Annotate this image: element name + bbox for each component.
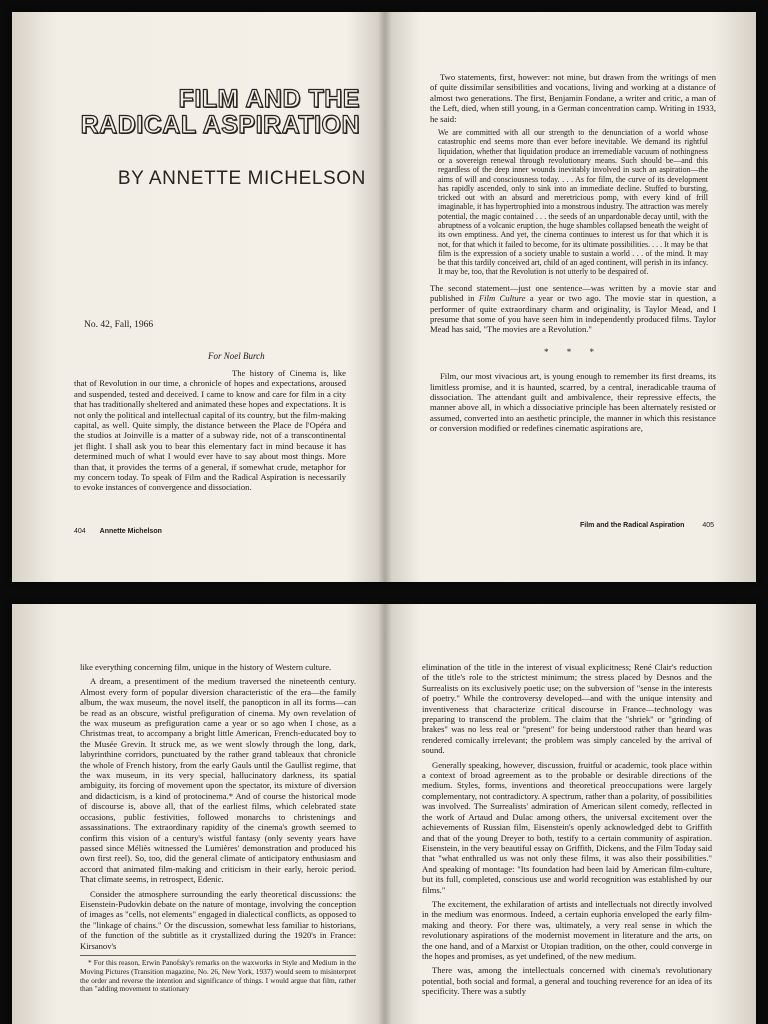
- page-404: [12, 12, 384, 582]
- footnote: [80, 955, 356, 994]
- running-head: Film and the Radical Aspiration: [580, 522, 685, 529]
- section-break: * * *: [544, 346, 602, 357]
- page-407: [384, 604, 756, 1024]
- paragraph: [430, 283, 716, 335]
- issue-info: No. 42, Fall, 1966: [84, 320, 154, 330]
- paragraph: Consider the atmosphere surrounding the early theoretical discussions: the Eisenstein-Pudovkin debate on the nature of montage, involving the conception of images as "cells, not elements" engaged in dialectical conflicts, as opposed to the "linkage of chains." Or the discussion, somewhat less familiar to historians, of the function of the subtitle as it crystallized during the 1920's in France: Kirsanov's: [80, 888, 356, 951]
- page-number: 405: [702, 522, 715, 529]
- body-column: [80, 662, 356, 994]
- paragraph: A dream, a presentiment of the medium traversed the nineteenth century. Almost every form of popular diversion characteristic of the era—the family album, the wax museum, the novel itself, the panopticon in all its forms—can be read as an obscure, wistful prefiguration of cinema. My own revelation of the wax museum as prefiguration came a year or so ago when I chose, as a Christmas treat, to accompany a bright little American, French-educated boy to the Musée Grevin. It struck me, as we went slowly through the long, dark, labyrinthine corridors, punctuated by the rather grand tableaux that chronicle the whole of French history, from the early Gauls until the Gaullist regime, that the wax museum, in its very special, hallucinatory darkness, its spatial ambiguity, its forcing of movement upon the spectator, its mixture of diversion and didacticism, is a kind of protocinema.* And of course the historical mode of discourse is, above all, that of the earliest films, which celebrated state occasions, public festivities, followed monarchs to christenings and assassinations. The extraordinary rapidity of the cinema's growth seemed to confirm this vision of a century's wistful fantasy (only seventy years have passed since Méliès witnessed the Lumières' demonstration and produced his own first reel). So, too, did the general climate of anticipatory enthusiasm and accord that animated film-making and criticism in their early, heroic period. That climate seems, in retrospect, Edenic.: [80, 676, 356, 885]
- page-406: [12, 604, 384, 1024]
- block-quote: We are committed with all our strength to the denunciation of a world whose catastrophic end seems more than ever before inevitable. We demand its rightful liquidation, whether that liquidation produce an irremediable vacuum of nothingness or a sovereign renewal through revolutionary means. Such should be—and this regardless of the deep inner wounds inevitably involved in such an aspiration—the aims of will and consciousness today. . . . As for film, the curve of its development has rapidly ascended, only to sink into an immediate decline. Stuffed to bursting, tricked out with an absurd and meretricious pomp, with every kind of frill imaginable, it has hypertrophied into a monstrous industry. The attraction was merely potential, the magic contained . . . the seeds of an unpardonable decay until, with the abruptness of a volcanic eruption, the huge shambles collapsed beneath the weight of its own emptiness. And yet, the cinema continues to interest us for that which it is not, for that which it failed to become, for its ultimate possibilities. . . . It may be that film is the expression of a society unable to sustain a world . . . of the mind. It may be that this tardily conceived art, child of an aged continent, will perish in its infancy. It may be, too, that the Revolution is not utterly to be despaired of.: [438, 128, 708, 277]
- page-number: 404: [74, 528, 86, 535]
- book-spread-bottom: [12, 604, 756, 1024]
- page-footer: [74, 528, 162, 535]
- body-column: [430, 72, 716, 438]
- italic-title: Film Culture: [478, 293, 526, 304]
- paragraph: Film, our most vivacious art, is young enough to remember its first dreams, its limitless promise, and it is haunted, scarred, by a central, ineradicable trauma of dissociation. The attendant guilt and ambivalence, their repressive effects, the manner above all, in which a dissociative principle has been alternately resisted or assumed, converted into an aesthetic principle, the manner in which this resistance or conversion modified or redefines cinematic aspirations are,: [430, 371, 716, 434]
- paragraph: elimination of the title in the interest of visual explicitness; René Clair's reduction of the title's role to the strictest minimum; the stress placed by Desnos and the Surrealists on its exclusively poetic use; on the subversion of "sense in the interests of poetry." While the controversy developed—and with the unique intensity and inventiveness that characterize critical discourse in France—technology was preparing to transcend the problem. The claim that the "shriek" or "grinding of brakes" was no less real or "present" for being understood rather than heard was rendered comically irrelevant; the problem was simply canceled by the arrival of sound.: [422, 662, 712, 756]
- dedication: For Noel Burch: [208, 351, 265, 361]
- author-byline: BY ANNETTE MICHELSON: [117, 168, 366, 189]
- page-405: [384, 12, 756, 582]
- text-run: a year or two ago. The movie star in question, a performer of quite extraordinary charm and originality, is Taylor Mead, and I presume that some of you have seen him in independently produced films. Taylor Mead has said, "The movies are a Revolution.": [430, 293, 717, 335]
- paragraph: There was, among the intellectuals concerned with cinema's revolutionary potential, both social and formal, a general and touching reverence for an idea of its specificity. There was a subtly: [422, 965, 712, 997]
- text-run: The second statement—just one sentence—was written by a movie star and published in: [430, 282, 716, 304]
- book-spread-top: [12, 12, 756, 582]
- paragraph: like everything concerning film, unique in the history of Western culture.: [80, 662, 332, 672]
- paragraph: Two statements, first, however: not mine, but drawn from the writings of men of quite dissimilar sensibilities and vocations, living and working at a distance of almost two generations. The first, Benjamin Fondane, a writer and critic, a man of the Left, died, when still young, in a German concentration camp. Writing in 1933, he said:: [430, 72, 716, 124]
- running-head: Annette Michelson: [99, 528, 162, 535]
- paragraph: The excitement, the exhilaration of artists and intellectuals not directly involved in the medium was enormous. Indeed, a certain euphoria enveloped the early film-making and theory. For there was, ultimately, a very real sense in which the revolutionary aspirations of the modernist movement in literature and the arts, on the one hand, and of a Marxist or Utopian tradition, on the other, could converge in the hopes and promises, as yet undefined, of the new medium.: [422, 898, 712, 961]
- article-title: [81, 86, 360, 138]
- body-column: [422, 662, 712, 1001]
- paragraph: Generally speaking, however, discussion, fruitful or academic, took place within a context of broad agreement as to the probable or desirable directions of the medium. Styles, forms, inventions and theoretical preoccupations were largely complementary, not contradictory. A spectrum, rather than a polarity, of possibilities was involved. The Surrealists' admiration of American silent comedy, reflected in the work of Artaud and Dulac among others, the universal excitement over the achievements of Russian film, Eisenstein's openly acknowledged debt to Griffith and that of the young Dreyer to both, testify to a certain community of aspiration. Eisenstein, in the very beautiful essay on Griffith, Dickens, and the Film Today said that "what enthralled us was not only these films, it was also their possibilities." And speaking of montage: "Its foundation had been laid by American film-culture, but its full, completed, conscious use and world recognition was established by our films.": [422, 759, 712, 895]
- footnote-text: * For this reason, Erwin Panofsky's remarks on the waxworks in Style and Medium in the Moving Pictures (Transition magazine, No. 26, New York, 1937) would seem to misinterpret the order and reverse the intention and significance of things. I would argue that film, rather than "adding movement to stationary: [80, 957, 356, 994]
- title-line-1: FILM AND THE: [178, 85, 360, 113]
- title-line-2: RADICAL ASPIRATION: [80, 111, 360, 139]
- paragraph: The history of Cinema is, like that of Revolution in our time, a chronicle of hopes and expectations, aroused and suspended, tested and deceived. I came to know and care for film in a city that has traditionally sheltered and animated these hopes and expectations. It is not only the political and intellectual capital of its country, but the film-making capital, as well. Quite simply, the distance between the Place de l'Opéra and the studios at Joinville is a matter of a subway ride, not of a transcontinental jet flight. I shall ask you to bear this elementary fact in mind because it has determined much of what I would ever have to say about most things. More than that, it provides the terms of a general, if somewhat crude, metaphor for my concern today. To speak of Film and the Radical Aspiration is necessarily to evoke instances of convergence and dissociation.: [74, 368, 346, 493]
- body-column: [74, 368, 346, 497]
- page-footer: [580, 522, 714, 529]
